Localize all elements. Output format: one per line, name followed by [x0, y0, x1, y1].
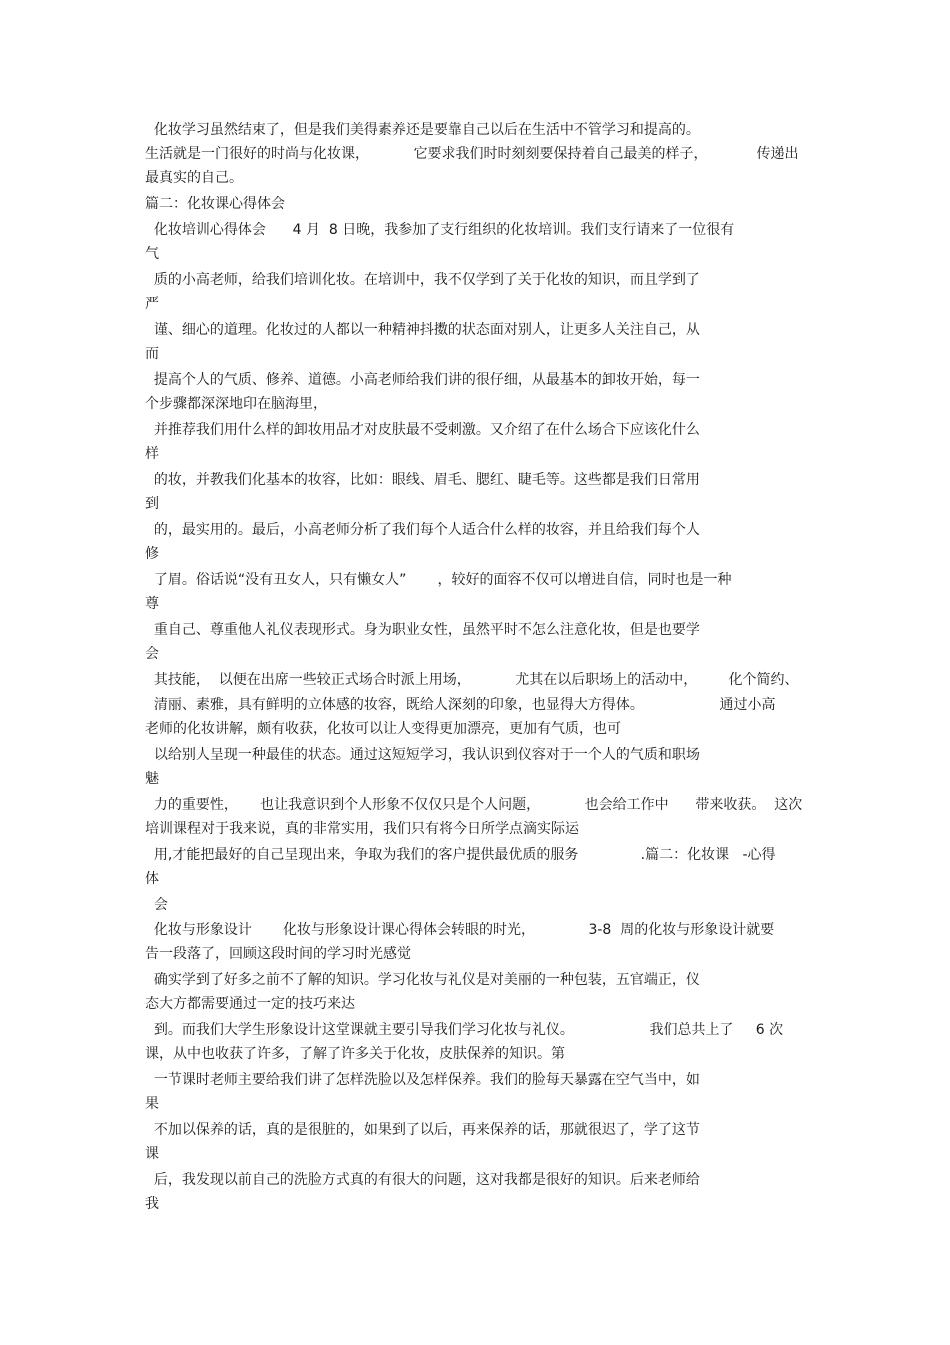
text-line: 我 [145, 1196, 159, 1212]
text-line: 化妆与形象设计 化妆与形象设计课心得体会转眼的时光， 3-8 周的化妆与形象设计就要 [145, 922, 775, 938]
text-line: 化妆学习虽然结束了，但是我们美得素养还是要靠自己以后在生活中不管学习和提高的。 [145, 122, 700, 138]
text-line: 课，从中也收获了许多，了解了许多关于化妆，皮肤保养的知识。第 [145, 1046, 565, 1062]
text-line: 个步骤都深深地印在脑海里， [145, 396, 327, 412]
text-line: 化妆培训心得体会 4 月 8 日晚，我参加了支行组织的化妆培训。我们支行请来了一位很有 [145, 222, 735, 238]
text-line: 并推荐我们用什么样的卸妆用品才对皮肤最不受刺激。又介绍了在什么场合下应该化什么 [145, 422, 700, 438]
text-line: 培训课程对于我来说，真的非常实用，我们只有将今日所学点滴实际运 [145, 821, 579, 837]
text-line: 力的重要性， 也让我意识到个人形象不仅仅只是个人问题， 也会给工作中 带来收获。 这次 [145, 797, 803, 813]
text-line: 的，最实用的。最后，小高老师分析了我们每个人适合什么样的妆容，并且给我们每个人 [145, 522, 700, 538]
text-line: 其技能， 以便在出席一些较正式场合时派上用场， 尤其在以后职场上的活动中， 化个简约、 [145, 672, 799, 688]
text-line: 的妆，并教我们化基本的妆容，比如：眼线、眉毛、腮红、睫毛等。这些都是我们日常用 [145, 472, 700, 488]
text-line: 体 [145, 871, 159, 887]
section-heading: 篇二：化妆课心得体会 [145, 196, 285, 212]
text-line: 课 [145, 1146, 159, 1162]
text-line: 清丽、素雅，具有鲜明的立体感的妆容，既给人深刻的印象，也显得大方得体。 通过小高 [145, 697, 776, 713]
text-line: 重自己、尊重他人礼仪表现形式。身为职业女性，虽然平时不怎么注意化妆，但是也要学 [145, 622, 700, 638]
text-line: 严 [145, 296, 159, 312]
text-line: 会 [145, 897, 168, 913]
text-line: 以给别人呈现一种最佳的状态。通过这短短学习，我认识到仪容对于一个人的气质和职场 [145, 747, 700, 763]
text-line: 尊 [145, 596, 159, 612]
text-line: 确实学到了好多之前不了解的知识。学习化妆与礼仪是对美丽的一种包装，五官端正，仪 [145, 972, 700, 988]
text-line: 告一段落了，回顾这段时间的学习时光感觉 [145, 946, 411, 962]
text-line: 会 [145, 646, 159, 662]
text-line: 一节课时老师主要给我们讲了怎样洗脸以及怎样保养。我们的脸每天暴露在空气当中，如 [145, 1072, 700, 1088]
text-line: 最真实的自己。 [145, 170, 243, 186]
text-line: 生活就是一门很好的时尚与化妆课， 它要求我们时时刻刻要保持着自己最美的样子， 传递出 [145, 146, 799, 162]
text-line: 不加以保养的话，真的是很脏的，如果到了以后，再来保养的话，那就很迟了，学了这节 [145, 1122, 700, 1138]
text-line: 到。而我们大学生形象设计这堂课就主要引导我们学习化妆与礼仪。 我们总共上了 6 次 [145, 1022, 784, 1038]
text-line: 样 [145, 446, 159, 462]
text-line: 谨、细心的道理。化妆过的人都以一种精神抖擞的状态面对别人，让更多人关注自己，从 [145, 322, 700, 338]
text-line: 提高个人的气质、修养、道德。小高老师给我们讲的很仔细，从最基本的卸妆开始，每一 [145, 372, 700, 388]
text-line: 到 [145, 496, 159, 512]
text-line: 修 [145, 546, 159, 562]
text-line: 老师的化妆讲解，颇有收获，化妆可以让人变得更加漂亮，更加有气质，也可 [145, 721, 621, 737]
text-line: 用,才能把最好的自己呈现出来，争取为我们的客户提供最优质的服务 .篇二：化妆课 -心得 [145, 847, 776, 863]
text-line: 气 [145, 246, 159, 262]
text-line: 态大方都需要通过一定的技巧来达 [145, 996, 355, 1012]
text-line: 了眉。俗话说“没有丑女人，只有懒女人” ，较好的面容不仅可以增进自信，同时也是一种 [145, 572, 732, 588]
text-line: 质的小高老师，给我们培训化妆。在培训中，我不仅学到了关于化妆的知识，而且学到了 [145, 272, 700, 288]
text-line: 果 [145, 1096, 159, 1112]
text-line: 后，我发现以前自己的洗脸方式真的有很大的问题，这对我都是很好的知识。后来老师给 [145, 1172, 700, 1188]
text-line: 而 [145, 346, 159, 362]
text-line: 魅 [145, 771, 159, 787]
